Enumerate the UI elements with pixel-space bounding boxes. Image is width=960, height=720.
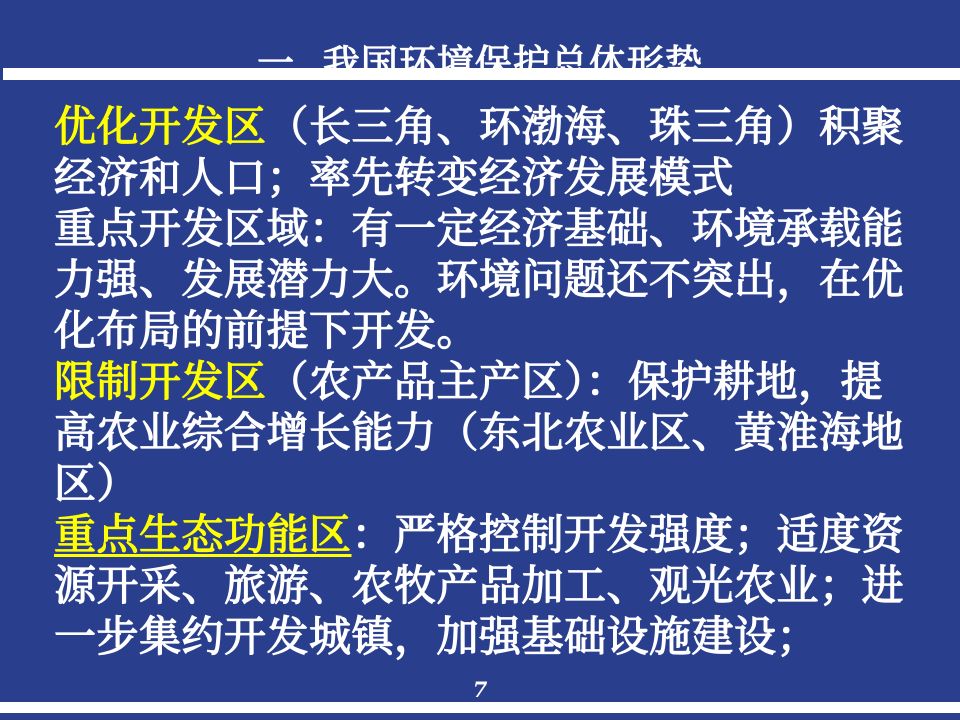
paragraph-text: ：严格控制开发强度；适度资源开采、旅游、农牧产品加工、观光农业；进一步集约开发城镇，加强基础设施建设； (54, 510, 905, 661)
paragraph-text: （长三角、环渤海、珠三角）积聚经济和人口；率先转变经济发展模式 (54, 102, 905, 202)
page-number: 7 (472, 677, 488, 702)
highlight-term: 重点生态功能区 (54, 510, 352, 559)
slide-title: 一. 我国环境保护总体形势 (257, 41, 703, 85)
paragraph (54, 356, 912, 509)
paragraph (54, 203, 912, 356)
paragraph-text: （农产品主产区）：保护耕地，提高农业综合增长能力（东北农业区、黄淮海地区） (54, 357, 905, 508)
paragraph-text: 重点开发区域：有一定经济基础、环境承载能力强、发展潜力大。环境问题还不突出，在优化布局的前提下开发。 (54, 204, 905, 355)
slide-body (54, 101, 912, 662)
highlight-term: 优化开发区 (54, 102, 267, 151)
paragraph (54, 101, 912, 203)
highlight-term: 限制开发区 (54, 357, 267, 406)
paragraph (54, 509, 912, 662)
bottom-rule (0, 702, 960, 713)
